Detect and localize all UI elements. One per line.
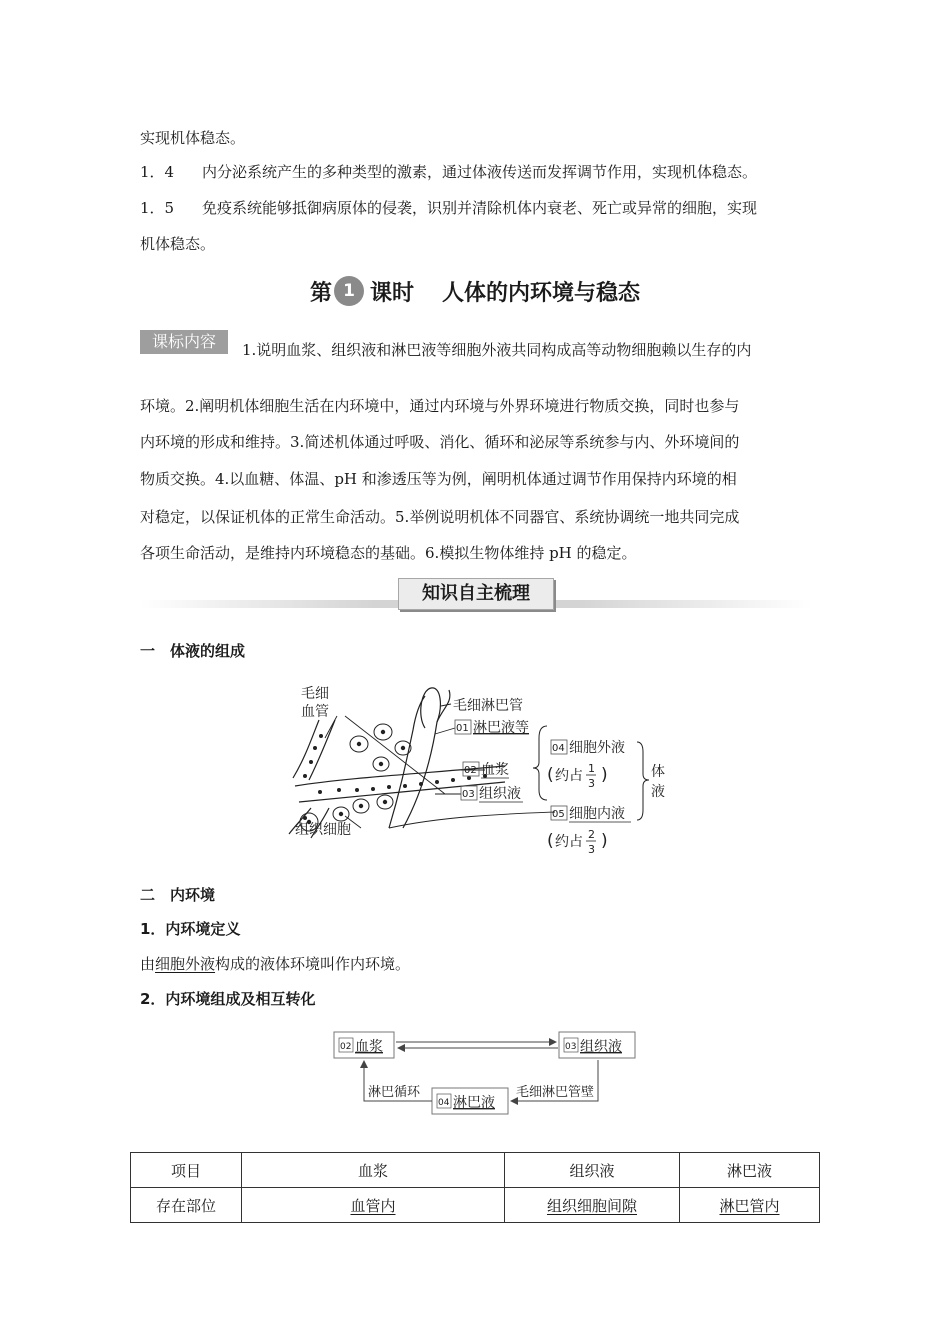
- int-prefix: 约占: [555, 834, 583, 850]
- table-cell: [242, 1188, 505, 1223]
- standards-line: 内环境的形成和维持。3.简述机体通过呼吸、消化、循环和泌尿等系统参与内、外环境间的: [140, 433, 740, 451]
- section-heading: 一 体液的组成: [140, 642, 246, 660]
- paren-open: (: [547, 831, 554, 851]
- section-heading: 二 内环境: [140, 886, 216, 904]
- table-header: 项目: [131, 1153, 242, 1188]
- ext-prefix: 约占: [555, 768, 583, 784]
- item-1-5-continued: 机体稳态。: [140, 235, 216, 253]
- table-header-row: [131, 1153, 820, 1188]
- definition-text: [140, 954, 812, 974]
- standards-line: 1.说明血浆、组织液和淋巴液等细胞外液共同构成高等动物细胞赖以生存的内: [242, 341, 752, 359]
- int-numerator: 2: [588, 828, 595, 841]
- definition-suffix: 构成的液体环境叫作内环境。: [215, 955, 411, 973]
- intro-line: 实现机体稳态。: [140, 129, 246, 147]
- label-tissue-fluid: 组织液: [479, 786, 521, 802]
- definition-prefix: 由: [140, 955, 156, 973]
- label-plasma: 血浆: [481, 762, 509, 778]
- label-lymph-fluid: 淋巴液等: [473, 720, 529, 736]
- flow-plasma: 血浆: [355, 1039, 383, 1055]
- table-header: 淋巴液: [680, 1153, 820, 1188]
- label-tissue-cell: 组织细胞: [295, 822, 351, 838]
- label-lymph-capillary: 毛细淋巴管: [453, 698, 523, 714]
- item-1-4: [140, 162, 812, 182]
- label-body-1: 体: [651, 764, 665, 780]
- paren-open: (: [547, 765, 554, 785]
- subsection-heading: 1．内环境定义: [140, 920, 241, 938]
- table-cell: [505, 1188, 680, 1223]
- standards-line: 环境。2.阐明机体细胞生活在内环境中，通过内环境与外界环境进行物质交换，同时也参与: [140, 397, 740, 415]
- label-lymph-circulation: 淋巴循环: [368, 1085, 421, 1100]
- ext-numerator: 1: [588, 762, 595, 775]
- label-intracellular: 细胞内液: [569, 806, 625, 822]
- tissue-cells: [300, 724, 411, 831]
- body-fluid-diagram: [285, 678, 685, 860]
- paren-close: ): [601, 831, 608, 851]
- lesson-title: [0, 276, 950, 307]
- table-header: 血浆: [242, 1153, 505, 1188]
- label-body-2: 液: [651, 784, 665, 800]
- body-fluid-brace: [637, 742, 649, 820]
- label-capillary-1: 毛细: [301, 686, 329, 702]
- label-capillary-2: 血管: [301, 704, 329, 720]
- table-cell: [680, 1188, 820, 1223]
- item-number: 1．4: [140, 163, 175, 181]
- subsection-heading: 2．内环境组成及相互转化: [140, 990, 316, 1008]
- standards-line: 各项生命活动，是维持内环境稳态的基础。6.模拟生物体维持 pH 的稳定。: [140, 544, 637, 562]
- int-denominator: 3: [588, 843, 595, 856]
- fluid-conversion-diagram: [330, 1028, 640, 1120]
- definition-answer: 细胞外液: [155, 955, 216, 973]
- lesson-suffix: 课时: [369, 281, 414, 306]
- comparison-table: [130, 1152, 820, 1223]
- flow-lymph: 淋巴液: [453, 1095, 495, 1111]
- badge-02: 02: [340, 1042, 352, 1052]
- standards-line: 物质交换。4.以血糖、体温、pH 和渗透压等为例，阐明机体通过调节作用保持内环境的相: [140, 470, 737, 488]
- table-row: [131, 1188, 820, 1223]
- lesson-name: 人体的内环境与稳态: [442, 281, 641, 306]
- ext-denominator: 3: [588, 777, 595, 790]
- section-banner: 知识自主梳理: [398, 578, 554, 610]
- badge-02: 02: [464, 765, 477, 776]
- item-text: 免疫系统能够抵御病原体的侵袭，识别并清除机体内衰老、死亡或异常的细胞，实现: [202, 199, 758, 217]
- badge-04: 04: [438, 1098, 450, 1108]
- item-1-5: [140, 198, 812, 218]
- lesson-number-badge: 1: [334, 276, 364, 306]
- answer-blank: 组织细胞间隙: [546, 1196, 637, 1215]
- standards-tag: 课标内容: [140, 330, 228, 354]
- lesson-prefix: 第: [309, 281, 332, 306]
- answer-blank: 淋巴管内: [719, 1196, 780, 1215]
- label-extracellular: 细胞外液: [569, 740, 625, 756]
- badge-04: 04: [552, 743, 565, 754]
- badge-05: 05: [552, 809, 565, 820]
- item-number: 1．5: [140, 199, 175, 217]
- table-header: 组织液: [505, 1153, 680, 1188]
- answer-blank: 血管内: [350, 1196, 396, 1215]
- paren-close: ): [601, 765, 608, 785]
- label-capillary-wall: 毛细淋巴管壁: [516, 1085, 595, 1100]
- cell-nuclei: [307, 730, 405, 824]
- extracellular-brace: [533, 726, 547, 800]
- flow-tissue-fluid: 组织液: [580, 1039, 622, 1055]
- table-cell: 存在部位: [131, 1188, 242, 1223]
- badge-01: 01: [456, 723, 469, 734]
- badge-03: 03: [462, 789, 475, 800]
- badge-03: 03: [565, 1042, 577, 1052]
- item-text: 内分泌系统产生的多种类型的激素，通过体液传送而发挥调节作用，实现机体稳态。: [202, 163, 758, 181]
- standards-line: 对稳定，以保证机体的正常生命活动。5.举例说明机体不同器官、系统协调统一地共同完成: [140, 508, 740, 526]
